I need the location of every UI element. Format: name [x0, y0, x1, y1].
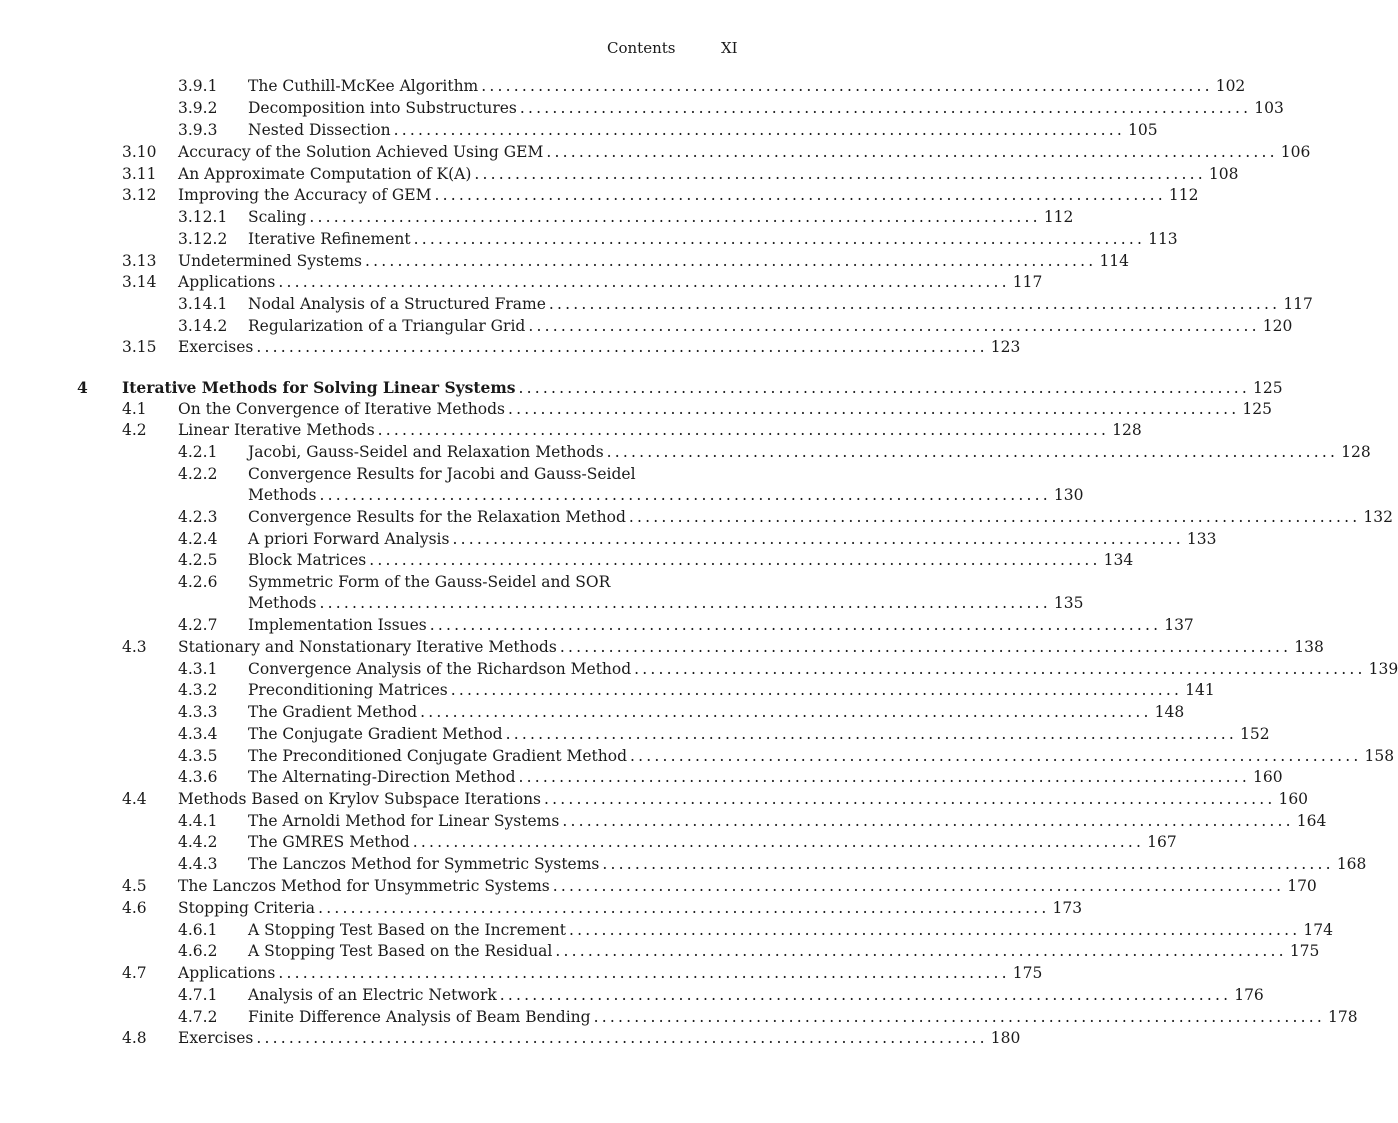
- toc-entry-title: The Preconditioned Conjugate Gradient Method: [248, 747, 628, 765]
- dot-leader: ..........................................................................................: [278, 964, 1010, 982]
- toc-entry-title: Convergence Results for Jacobi and Gauss-Seidel: [248, 465, 636, 483]
- toc-entry: [122, 876, 1317, 897]
- toc-entry: [178, 464, 744, 485]
- toc-entry-title: Accuracy of the Solution Achieved Using GEM: [178, 143, 544, 161]
- toc-entry-leader-line: [178, 789, 1309, 810]
- toc-entry: [178, 76, 1246, 97]
- toc-entry: [178, 985, 1264, 1006]
- toc-entry: [178, 767, 1283, 788]
- toc-entry-page: 178: [1328, 1008, 1358, 1026]
- dot-leader: ..........................................................................................: [413, 230, 1146, 248]
- toc-entry-leader-line: [248, 529, 1217, 550]
- toc-entry-title: Finite Difference Analysis of Beam Bending: [248, 1008, 591, 1026]
- toc-entry-page: 103: [1254, 99, 1284, 117]
- toc-entry-number: 4.8: [122, 1029, 147, 1047]
- toc-entry: [178, 316, 1293, 337]
- toc-entry-page: 130: [1053, 486, 1084, 504]
- toc-entry-page: 112: [1043, 208, 1074, 226]
- toc-entry-page: 112: [1168, 186, 1199, 204]
- toc-entry-title: A priori Forward Analysis: [248, 530, 450, 548]
- toc-entry-number: 4.1: [122, 400, 147, 418]
- toc-entry-page: 125: [1252, 379, 1283, 397]
- toc-entry: [122, 185, 1199, 206]
- toc-entry: [122, 164, 1239, 185]
- toc-entry-leader-line: [248, 724, 1270, 745]
- toc-entry-title: Decomposition into Substructures: [248, 99, 517, 117]
- toc-entry: [178, 811, 1327, 832]
- toc-entry: [178, 941, 1320, 962]
- toc-entry-leader-line: [248, 941, 1320, 962]
- toc-entry-title: Stationary and Nonstationary Iterative Methods: [178, 638, 557, 656]
- toc-entry-leader-line: [248, 76, 1246, 97]
- toc-entry: [122, 142, 1311, 163]
- toc-entry-leader-line: [248, 920, 1333, 941]
- toc-entry-page: 134: [1103, 551, 1134, 569]
- toc-entry-number: 4.7: [122, 964, 147, 982]
- toc-entry-leader-line: [178, 337, 1021, 358]
- toc-entry-number: 3.14: [122, 273, 157, 291]
- toc-entry: [178, 442, 1371, 463]
- toc-entry-title: Applications: [178, 964, 276, 982]
- toc-entry-number: 4.2.1: [178, 443, 218, 461]
- toc-entry: [178, 615, 1194, 636]
- toc-entry-number: 4.2.3: [178, 508, 218, 526]
- toc-entry-page: 133: [1186, 530, 1217, 548]
- toc-entry-title: The Lanczos Method for Unsymmetric Systems: [178, 877, 550, 895]
- running-header-page-number: XI: [721, 39, 738, 57]
- toc-entry-number: 4.3.6: [178, 768, 218, 786]
- toc-entry-page: 174: [1303, 921, 1333, 939]
- toc-entry-page: 114: [1099, 252, 1130, 270]
- toc-entry-leader-line: [178, 963, 1043, 984]
- toc-entry: [178, 746, 1395, 767]
- dot-leader: ..........................................................................................: [546, 143, 1278, 161]
- dot-leader: ..........................................................................................: [319, 594, 1051, 612]
- dot-leader: ..........................................................................................: [377, 421, 1110, 439]
- toc-entry-leader-line: [178, 272, 1043, 293]
- toc-entry-number: 4.4.1: [178, 812, 218, 830]
- dot-leader: ..........................................................................................: [544, 790, 1276, 808]
- toc-entry-page: 175: [1289, 942, 1320, 960]
- toc-entry-page: 125: [1242, 400, 1273, 418]
- toc-entry-page: 123: [990, 338, 1021, 356]
- toc-entry-number: 4.4.3: [178, 855, 218, 873]
- toc-entry: [122, 1028, 1021, 1049]
- toc-entry-number: 3.9.2: [178, 99, 218, 117]
- running-header-title: Contents: [607, 39, 676, 57]
- dot-leader: ..........................................................................................: [568, 921, 1301, 939]
- toc-entry-page: 160: [1252, 768, 1283, 786]
- toc-entry-number: 3.11: [122, 165, 157, 183]
- toc-entry-title: Convergence Results for the Relaxation Method: [248, 508, 626, 526]
- dot-leader: ..........................................................................................: [278, 273, 1010, 291]
- toc-entry-number: 3.12.1: [178, 208, 228, 226]
- toc-entry-leader-line: [248, 98, 1284, 119]
- toc-entry: [178, 485, 1084, 506]
- toc-entry-title: Nested Dissection: [248, 121, 391, 139]
- toc-entry-number: 4.3.2: [178, 681, 218, 699]
- toc-entry-number: 4.2.7: [178, 616, 218, 634]
- toc-entry-title: A Stopping Test Based on the Increment: [248, 921, 566, 939]
- toc-entry-page: 108: [1208, 165, 1239, 183]
- toc-entry: [122, 637, 1324, 658]
- toc-entry: [178, 832, 1177, 853]
- toc-entry: [122, 420, 1142, 441]
- toc-entry-page: 113: [1148, 230, 1178, 248]
- toc-entry-number: 4.6: [122, 899, 147, 917]
- toc-entry-leader-line: [248, 811, 1327, 832]
- toc-entry-leader-line: [248, 550, 1134, 571]
- toc-entry-leader-line: [178, 185, 1199, 206]
- toc-entry-page: 135: [1053, 594, 1084, 612]
- toc-entry-leader-line: [178, 164, 1239, 185]
- toc-entry-title: The Arnoldi Method for Linear Systems: [248, 812, 560, 830]
- toc-entry-title: The Alternating-Direction Method: [248, 768, 516, 786]
- toc-entry-leader-line: [178, 876, 1317, 897]
- toc-entry: [178, 572, 744, 593]
- toc-entry-leader-line: [122, 377, 1283, 399]
- dot-leader: ..........................................................................................: [412, 833, 1145, 851]
- dot-leader: ..........................................................................................: [309, 208, 1041, 226]
- toc-entry-page: 170: [1287, 877, 1317, 895]
- toc-entry-leader-line: [248, 229, 1178, 250]
- toc-entry-leader-line: [178, 1028, 1021, 1049]
- toc-entry-number: 4.6.1: [178, 921, 218, 939]
- toc-entry: [178, 294, 1313, 315]
- toc-entry-number: 3.12.2: [178, 230, 228, 248]
- toc-entry-leader-line: [248, 1007, 1358, 1028]
- toc-entry-page: 167: [1147, 833, 1177, 851]
- toc-entry: [178, 550, 1134, 571]
- toc-entry-number: 4.3: [122, 638, 147, 656]
- toc-entry-title: Exercises: [178, 338, 254, 356]
- toc-entry: [122, 399, 1273, 420]
- dot-leader: ..........................................................................................: [606, 443, 1339, 461]
- toc-entry-page: 176: [1234, 986, 1264, 1004]
- toc-entry-page: 132: [1363, 508, 1393, 526]
- toc-entry-page: 120: [1262, 317, 1293, 335]
- dot-leader: ..........................................................................................: [474, 165, 1206, 183]
- toc-entry-number: 3.10: [122, 143, 157, 161]
- toc-entry-leader-line: [248, 767, 1283, 788]
- toc-entry: [122, 272, 1043, 293]
- toc-entry-leader-line: [248, 854, 1367, 875]
- toc-entry-number: 4.2.5: [178, 551, 218, 569]
- toc-entry-number: 3.9.3: [178, 121, 218, 139]
- toc-entry-number: 3.9.1: [178, 77, 218, 95]
- toc-entry-number: 4.7.2: [178, 1008, 218, 1026]
- toc-entry: [122, 789, 1309, 810]
- dot-leader: ..........................................................................................: [369, 551, 1101, 569]
- dot-leader: ..........................................................................................: [630, 747, 1362, 765]
- dot-leader: ..........................................................................................: [318, 899, 1050, 917]
- toc-entry-title: Methods Based on Krylov Subspace Iterations: [178, 790, 542, 808]
- toc-entry-page: 148: [1154, 703, 1185, 721]
- toc-entry-page: 102: [1215, 77, 1246, 95]
- toc-entry-page: 106: [1280, 143, 1311, 161]
- dot-leader: ..........................................................................................: [393, 121, 1126, 139]
- toc-entry-number: 3.12: [122, 186, 157, 204]
- toc-entry-title: The GMRES Method: [248, 833, 410, 851]
- toc-entry-title: Preconditioning Matrices: [248, 681, 448, 699]
- dot-leader: ..........................................................................................: [434, 186, 1166, 204]
- toc-entry-leader-line: [248, 316, 1293, 337]
- dot-leader: ..........................................................................................: [505, 725, 1238, 743]
- toc-entry-title: Block Matrices: [248, 551, 367, 569]
- toc-entry-title: Methods: [248, 594, 317, 612]
- toc-entry-leader-line: [248, 702, 1185, 723]
- toc-entry-page: 168: [1336, 855, 1367, 873]
- toc-entry-number: 4.7.1: [178, 986, 218, 1004]
- toc-entry-title: Jacobi, Gauss-Seidel and Relaxation Methods: [248, 443, 604, 461]
- toc-entry: [178, 207, 1074, 228]
- toc-entry-page: 139: [1368, 660, 1398, 678]
- dot-leader: ..........................................................................................: [562, 812, 1294, 830]
- dot-leader: ..........................................................................................: [559, 638, 1292, 656]
- toc-entry-title: The Gradient Method: [248, 703, 418, 721]
- toc-entry-number: 4.3.3: [178, 703, 218, 721]
- dot-leader: ..........................................................................................: [528, 317, 1260, 335]
- toc-entry: [178, 854, 1367, 875]
- toc-entry-page: 180: [990, 1029, 1021, 1047]
- toc-entry-number: 4.3.1: [178, 660, 218, 678]
- toc-entry-leader-line: [248, 507, 1393, 528]
- toc-entry-number: 4.2: [122, 421, 147, 439]
- toc-entry-leader-line: [248, 659, 1398, 680]
- toc-entry-title: Applications: [178, 273, 276, 291]
- toc-entry-title: Symmetric Form of the Gauss-Seidel and SOR: [248, 573, 611, 591]
- toc-entry-page: 173: [1052, 899, 1083, 917]
- toc-entry-page: 158: [1364, 747, 1395, 765]
- toc-entry: [178, 98, 1284, 119]
- toc-entry-leader-line: [178, 399, 1273, 420]
- dot-leader: ..........................................................................................: [518, 379, 1250, 397]
- toc-entry-title: Convergence Analysis of the Richardson Method: [248, 660, 632, 678]
- toc-chapter-entry: [77, 377, 1283, 398]
- toc-entry-title: Implementation Issues: [248, 616, 427, 634]
- toc-entry-page: 160: [1278, 790, 1309, 808]
- toc-entry-number: 4.2.2: [178, 465, 218, 483]
- toc-entry-page: 128: [1341, 443, 1371, 461]
- toc-entry: [178, 702, 1185, 723]
- dot-leader: ..........................................................................................: [481, 77, 1213, 95]
- toc-entry: [178, 920, 1333, 941]
- toc-entry: [122, 251, 1130, 272]
- toc-entry: [178, 680, 1215, 701]
- dot-leader: ..........................................................................................: [256, 1029, 988, 1047]
- toc-entry: [178, 724, 1270, 745]
- dot-leader: ..........................................................................................: [519, 99, 1252, 117]
- toc-entry-page: 141: [1185, 681, 1215, 699]
- toc-entry-title: On the Convergence of Iterative Methods: [178, 400, 505, 418]
- toc-entry-title: The Cuthill-McKee Algorithm: [248, 77, 479, 95]
- dot-leader: ..........................................................................................: [552, 877, 1285, 895]
- toc-entry-page: 138: [1294, 638, 1324, 656]
- toc-entry-number: 3.14.1: [178, 295, 228, 313]
- dot-leader: ..........................................................................................: [429, 616, 1162, 634]
- dot-leader: ..........................................................................................: [499, 986, 1232, 1004]
- toc-entry-title: The Lanczos Method for Symmetric Systems: [248, 855, 600, 873]
- toc-entry-number: 4.6.2: [178, 942, 218, 960]
- toc-entry-page: 164: [1296, 812, 1327, 830]
- toc-entry-page: 117: [1012, 273, 1043, 291]
- toc-entry: [178, 529, 1217, 550]
- dot-leader: ..........................................................................................: [518, 768, 1250, 786]
- dot-leader: ..........................................................................................: [507, 400, 1240, 418]
- toc-entry-number: 3.15: [122, 338, 157, 356]
- toc-entry-title: Exercises: [178, 1029, 254, 1047]
- toc-entry-leader-line: [178, 898, 1083, 919]
- toc-entry: [122, 963, 1043, 984]
- toc-entry-title: A Stopping Test Based on the Residual: [248, 942, 553, 960]
- toc-entry-number: 4.5: [122, 877, 147, 895]
- toc-entry-number: 4.3.4: [178, 725, 218, 743]
- dot-leader: ..........................................................................................: [555, 942, 1287, 960]
- toc-entry-number: 3.13: [122, 252, 157, 270]
- toc-entry-page: 105: [1128, 121, 1158, 139]
- toc-entry-page: 152: [1240, 725, 1270, 743]
- toc-entry: [178, 507, 1393, 528]
- dot-leader: ..........................................................................................: [450, 681, 1183, 699]
- toc-entry-leader-line: [248, 120, 1158, 141]
- toc-entry-leader-line: [248, 746, 1395, 767]
- toc-entry-title: Stopping Criteria: [178, 899, 316, 917]
- toc-entry-leader-line: [248, 207, 1074, 228]
- toc-entry: [122, 337, 1021, 358]
- toc-entry-number: 4.2.4: [178, 530, 218, 548]
- toc-entry-title: The Conjugate Gradient Method: [248, 725, 503, 743]
- toc-entry-title: Iterative Refinement: [248, 230, 411, 248]
- toc-entry-page: 117: [1283, 295, 1313, 313]
- dot-leader: ..........................................................................................: [256, 338, 988, 356]
- toc-entry-leader-line: [178, 142, 1311, 163]
- toc-entry: [122, 898, 1083, 919]
- toc-entry-leader-line: [248, 593, 1084, 614]
- toc-entry: [178, 120, 1158, 141]
- toc-entry-number: 4.3.5: [178, 747, 218, 765]
- toc-entry: [178, 1007, 1358, 1028]
- toc-entry-title: Methods: [248, 486, 317, 504]
- toc-entry-number: 4.4: [122, 790, 147, 808]
- toc-entry-leader-line: [248, 442, 1371, 463]
- toc-entry-page: 175: [1012, 964, 1043, 982]
- toc-entry-title: An Approximate Computation of K(A): [178, 165, 472, 183]
- toc-entry-title: Improving the Accuracy of GEM: [178, 186, 432, 204]
- toc-entry-number: 4: [77, 378, 88, 397]
- toc-entry-number: 4.4.2: [178, 833, 218, 851]
- toc-entry: [178, 229, 1178, 250]
- toc-entry-page: 137: [1164, 616, 1194, 634]
- toc-entry-title: Analysis of an Electric Network: [248, 986, 497, 1004]
- dot-leader: ..........................................................................................: [593, 1008, 1326, 1026]
- toc-entry-title: Linear Iterative Methods: [178, 421, 375, 439]
- dot-leader: ..........................................................................................: [452, 530, 1184, 548]
- toc-entry-leader-line: [248, 615, 1194, 636]
- dot-leader: ..........................................................................................: [365, 252, 1097, 270]
- toc-entry-title: Iterative Methods for Solving Linear Systems: [122, 378, 516, 397]
- toc-entry-title: Regularization of a Triangular Grid: [248, 317, 526, 335]
- toc-entry-title: Undetermined Systems: [178, 252, 362, 270]
- dot-leader: ..........................................................................................: [602, 855, 1334, 873]
- dot-leader: ..........................................................................................: [628, 508, 1361, 526]
- toc-entry-title: Scaling: [248, 208, 307, 226]
- dot-leader: ..........................................................................................: [548, 295, 1281, 313]
- dot-leader: ..........................................................................................: [634, 660, 1366, 678]
- toc-entry-number: 4.2.6: [178, 573, 218, 591]
- toc-entry-leader-line: [248, 832, 1177, 853]
- toc-entry-title: Nodal Analysis of a Structured Frame: [248, 295, 546, 313]
- toc-entry-page: 128: [1112, 421, 1142, 439]
- toc-entry: [178, 593, 1084, 614]
- toc-entry-leader-line: [248, 294, 1313, 315]
- toc-entry-leader-line: [178, 251, 1130, 272]
- toc-entry-leader-line: [248, 680, 1215, 701]
- dot-leader: ..........................................................................................: [420, 703, 1152, 721]
- toc-entry: [178, 659, 1398, 680]
- toc-entry-number: 3.14.2: [178, 317, 228, 335]
- toc-entry-leader-line: [248, 985, 1264, 1006]
- toc-entry-leader-line: [248, 485, 1084, 506]
- dot-leader: ..........................................................................................: [319, 486, 1051, 504]
- toc-entry-leader-line: [178, 637, 1324, 658]
- toc-entry-leader-line: [178, 420, 1142, 441]
